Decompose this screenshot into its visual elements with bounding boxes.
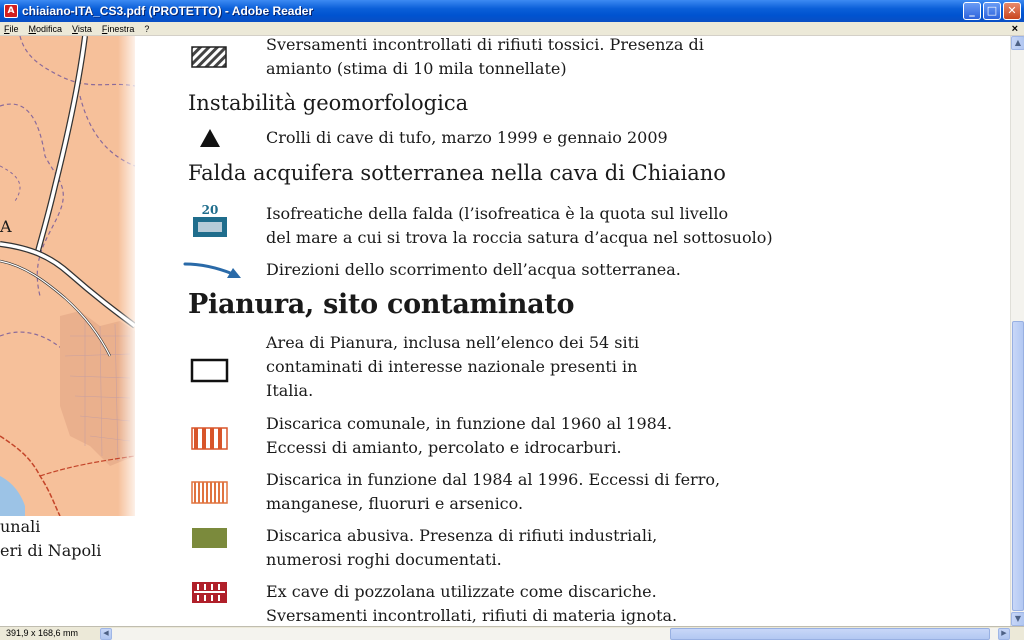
title-bar [0, 0, 1024, 22]
area-text-line3: Italia. [266, 381, 314, 400]
landfill-1984-text-line1: Discarica in funzione dal 1984 al 1996. Eccessi di ferro, [266, 470, 721, 489]
menu-finestra[interactable]: Finestra [101, 23, 135, 34]
section-heading-aquifer: Falda acquifera sotterranea nella cava di Chiaiano [188, 161, 726, 185]
minimize-button[interactable]: _ [963, 2, 981, 20]
map-label-letter: A [0, 217, 12, 236]
area-text-line1: Area di Pianura, inclusa nell’elenco dei 54 siti [266, 333, 640, 352]
horizontal-scrollbar[interactable] [100, 628, 1010, 640]
isophreatic-text-line1: Isofreatiche della falda (l’isofreatica è la quota sul livello [266, 204, 729, 223]
landfill-municipal-text-line2: Eccessi di amianto, percolato e idrocarburi. [266, 438, 622, 457]
illegal-landfill-symbol [191, 527, 229, 551]
quarries-text-line1: Ex cave di pozzolana utilizzate come discariche. [266, 582, 657, 601]
vertical-scroll-thumb[interactable] [1012, 321, 1024, 611]
landfill-illegal-text-line2: numerosi roghi documentati. [266, 550, 502, 569]
menu-help[interactable]: ? [144, 23, 150, 34]
close-document-icon[interactable]: × [1011, 23, 1018, 35]
section-heading-pianura: Pianura, sito contaminato [188, 289, 575, 320]
window-title: chiaiano-ITA_CS3.pdf (PROTETTO) - Adobe Reader [22, 4, 314, 18]
isophreatic-symbol [192, 202, 228, 238]
toxic-waste-hatch-symbol [191, 46, 227, 68]
isophreatic-label: 20 [201, 203, 219, 217]
scroll-left-button[interactable]: ◀ [100, 628, 112, 640]
isophreatic-text-line2: del mare a cui si trova la roccia satura d’acqua nel sottosuolo) [266, 228, 773, 247]
adobe-reader-app-icon[interactable]: A [4, 4, 18, 18]
triangle-icon [199, 128, 221, 148]
toxic-waste-text-line1: Sversamenti incontrollati di rifiuti tossici. Presenza di [266, 36, 704, 54]
page-size-readout: 391,9 x 168,6 mm [6, 628, 79, 638]
horizontal-scroll-thumb[interactable] [670, 628, 990, 640]
landfill-1984-1996-symbol [191, 481, 229, 505]
status-bar [0, 626, 1024, 640]
collapses-text: Crolli di cave di tufo, marzo 1999 e gennaio 2009 [266, 128, 668, 147]
menu-bar [0, 22, 1024, 36]
scroll-down-button[interactable]: ▼ [1011, 612, 1024, 626]
scroll-up-button[interactable]: ▲ [1011, 36, 1024, 50]
contaminated-area-outline-symbol [190, 358, 230, 384]
landfill-1984-text-line2: manganese, fluoruri e arsenico. [266, 494, 524, 513]
municipal-landfill-symbol [191, 427, 229, 451]
area-text-line2: contaminati di interesse nazionale presenti in [266, 357, 638, 376]
quarries-text-line2: Sversamenti incontrollati, rifiuti di materia ignota. [266, 606, 678, 625]
ex-quarries-symbol [191, 581, 229, 605]
flow-text: Direzioni dello scorrimento dell’acqua sotterranea. [266, 260, 681, 279]
toxic-waste-text-line2: amianto (stima di 10 mila tonnellate) [266, 59, 567, 78]
maximize-button[interactable]: □ [983, 2, 1001, 20]
scroll-right-button[interactable]: ▶ [998, 628, 1010, 640]
close-button[interactable]: ✕ [1003, 2, 1021, 20]
flow-arrow-icon [183, 258, 245, 284]
map-caption-line2: eri di Napoli [0, 541, 102, 560]
vertical-scrollbar[interactable] [1010, 36, 1024, 626]
menu-file[interactable]: File [4, 23, 19, 34]
section-heading-instability: Instabilità geomorfologica [188, 91, 469, 115]
menu-modifica[interactable]: Modifica [28, 23, 63, 34]
landfill-municipal-text-line1: Discarica comunale, in funzione dal 1960 al 1984. [266, 414, 673, 433]
landfill-illegal-text-line1: Discarica abusiva. Presenza di rifiuti industriali, [266, 526, 658, 545]
map-caption-line1: unali [0, 517, 41, 536]
map-illustration [0, 36, 135, 516]
window-controls [963, 2, 1021, 20]
map-fragment [0, 36, 135, 516]
menu-vista[interactable]: Vista [72, 23, 92, 34]
document-view[interactable] [0, 36, 1010, 626]
